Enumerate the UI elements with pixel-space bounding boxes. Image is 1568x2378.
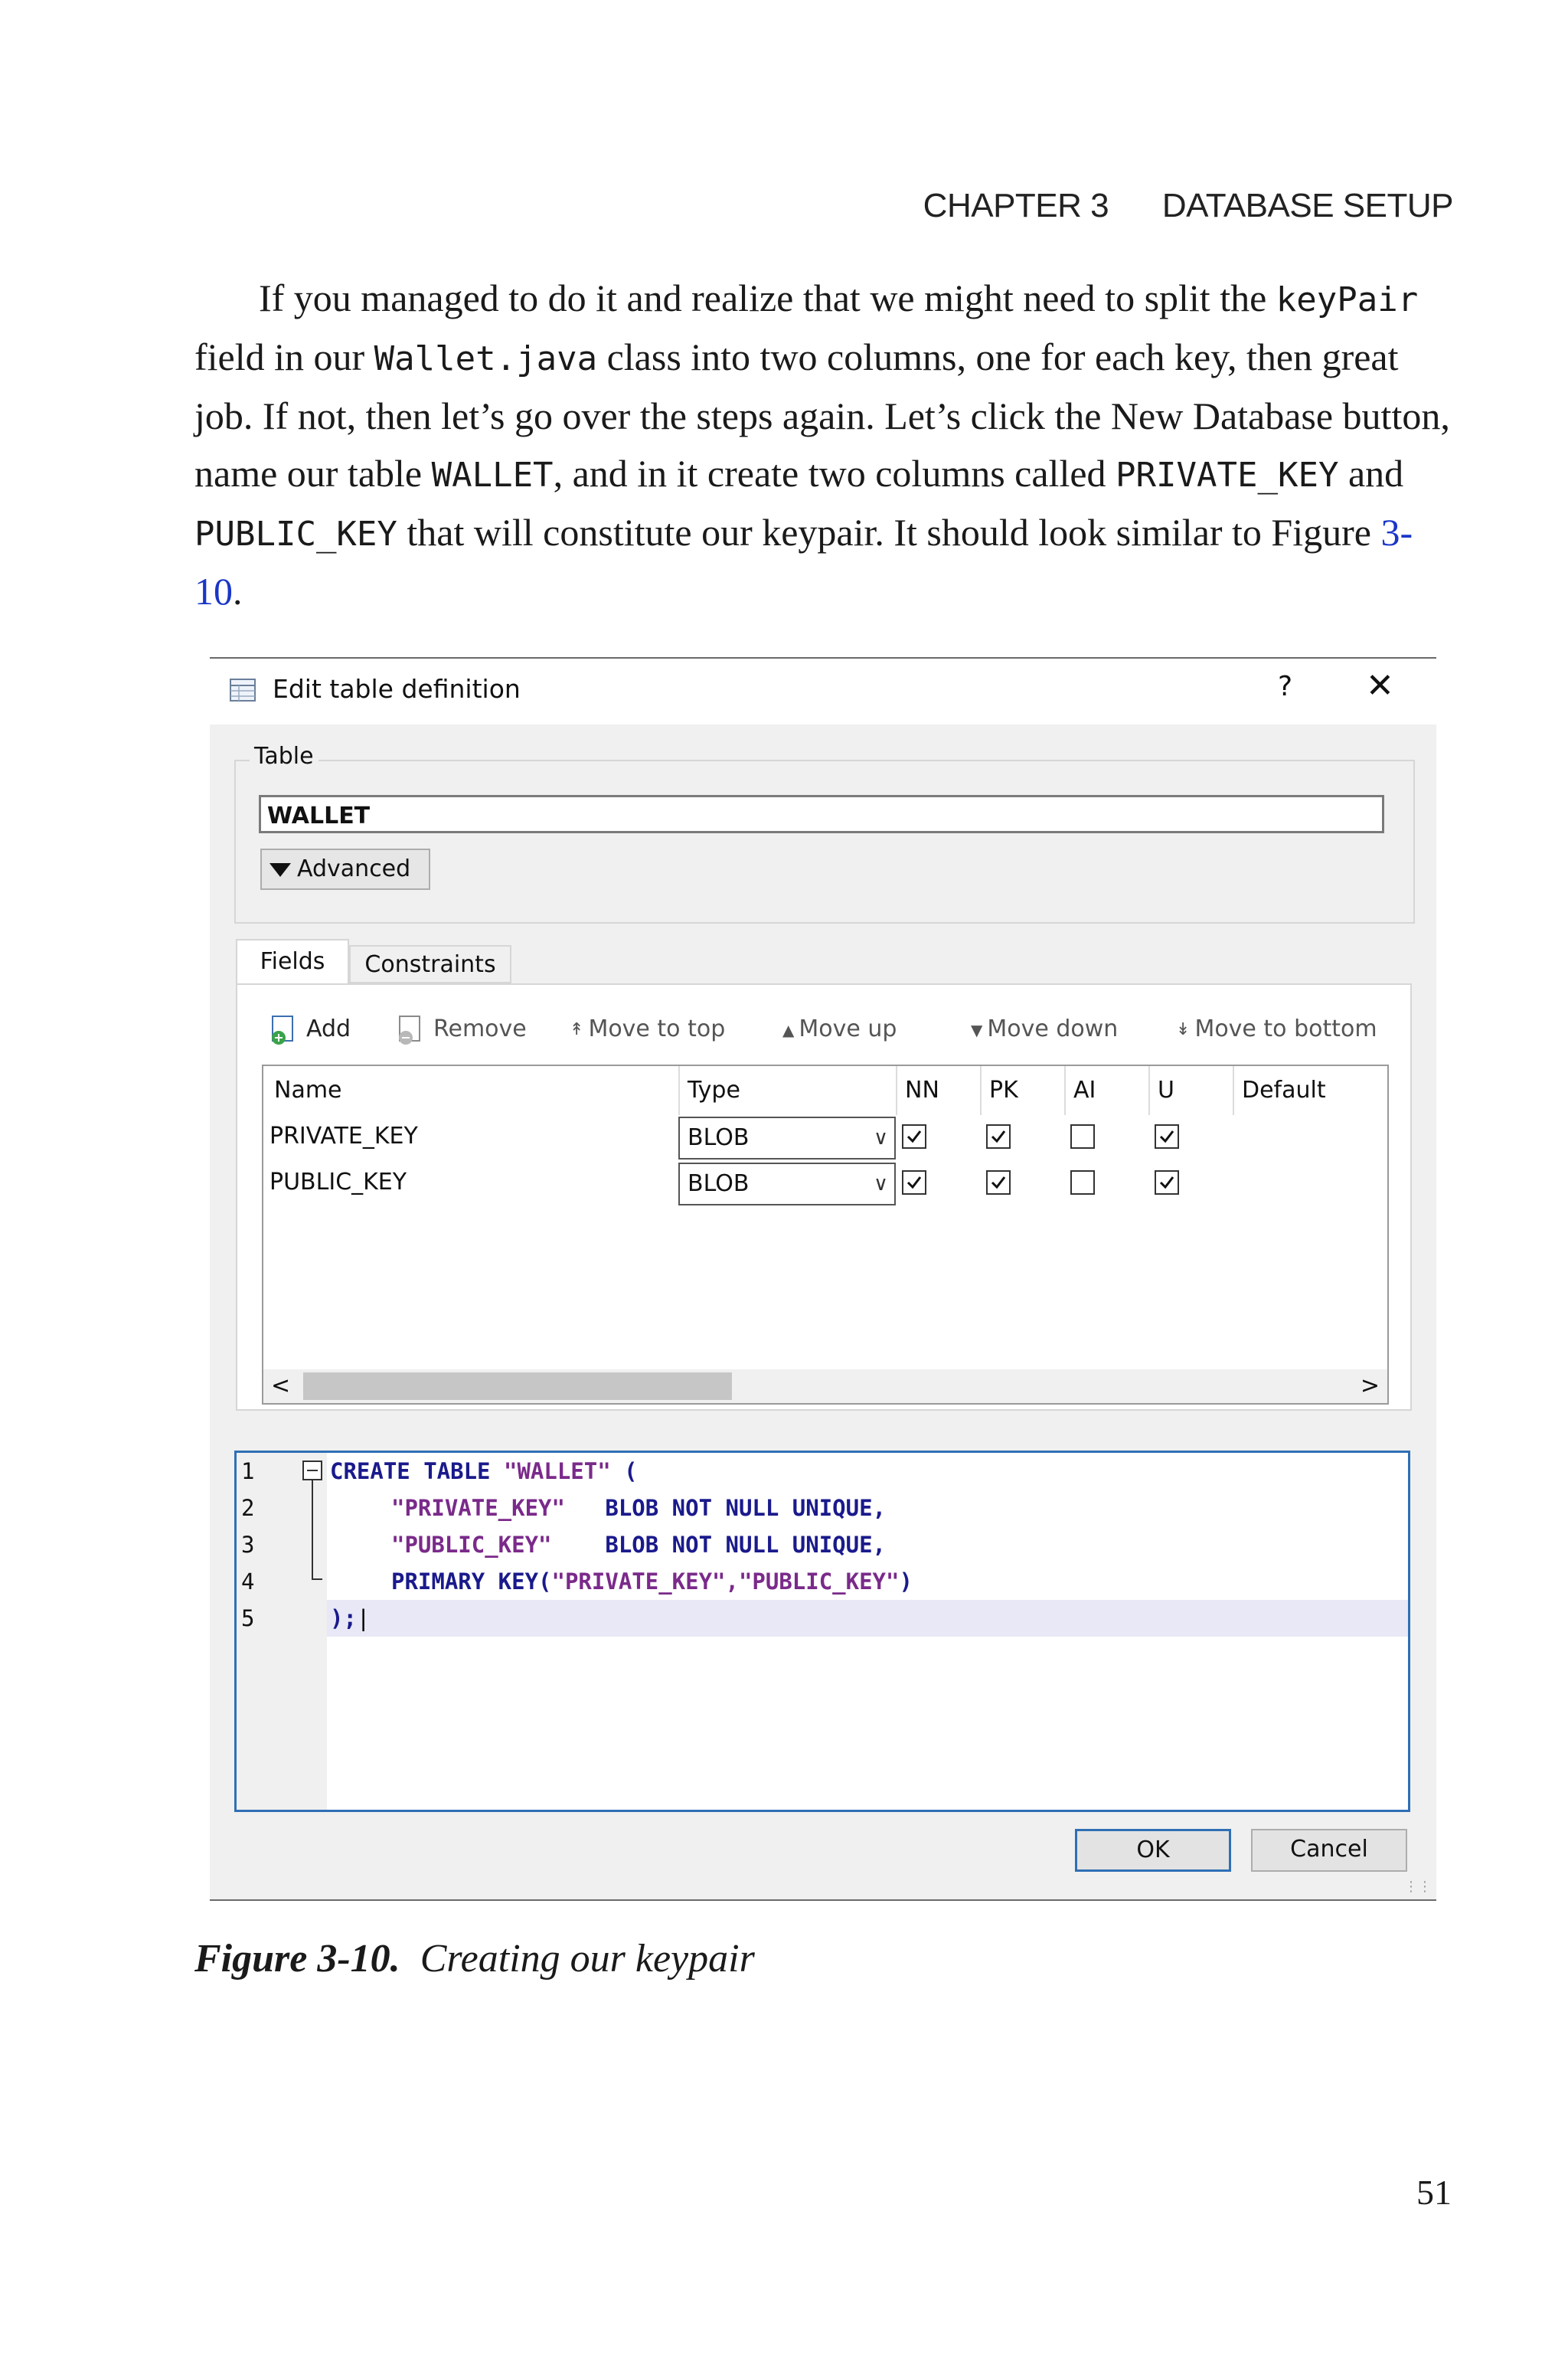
horizontal-scrollbar[interactable] — [263, 1369, 1387, 1403]
sql-string: "PUBLIC_KEY" — [391, 1532, 552, 1558]
text-run: and — [1338, 452, 1404, 495]
ok-button[interactable]: OK — [1075, 1829, 1231, 1872]
text-cursor: | — [356, 1605, 371, 1631]
scroll-left-icon[interactable]: < — [271, 1372, 291, 1399]
field-name[interactable]: PRIVATE_KEY — [270, 1123, 418, 1150]
checkmark-icon — [989, 1173, 1008, 1192]
advanced-label: Advanced — [297, 855, 411, 882]
checkmark-icon — [1158, 1127, 1176, 1146]
text-run: field in our — [194, 335, 374, 378]
text-run: , and in it create two columns called — [553, 452, 1116, 495]
edit-table-dialog — [210, 657, 1436, 1901]
remove-field-button[interactable] — [395, 1008, 527, 1051]
column-header-nn[interactable]: NN — [896, 1066, 980, 1115]
line-number: 3 — [241, 1532, 255, 1558]
figure-title: Creating our keypair — [420, 1937, 755, 1981]
column-header-ai[interactable]: AI — [1064, 1066, 1148, 1115]
fold-end — [312, 1578, 322, 1580]
sql-string: "PRIVATE_KEY","PUBLIC_KEY" — [551, 1568, 900, 1595]
text-run: that will constitute our keypair. It should look similar to Figure — [397, 511, 1381, 554]
add-label: Add — [306, 1016, 351, 1042]
code-line-5 — [330, 1600, 370, 1637]
move-to-bottom-label: Move to bottom — [1194, 1016, 1377, 1042]
page-number: 51 — [1416, 2173, 1452, 2212]
type-value: BLOB — [688, 1170, 750, 1197]
code-line-1 — [330, 1453, 638, 1490]
figure-link[interactable]: 3-10 — [194, 511, 1413, 613]
nn-checkbox[interactable] — [902, 1124, 926, 1149]
u-checkbox[interactable] — [1155, 1170, 1179, 1195]
figure-label: Figure 3-10. — [194, 1937, 400, 1981]
nn-checkbox[interactable] — [902, 1170, 926, 1195]
table-group-label: Table — [250, 743, 318, 770]
code-keypair: keyPair — [1276, 280, 1419, 319]
checkmark-icon — [989, 1127, 1008, 1146]
fold-line — [312, 1480, 313, 1580]
sql-string: "WALLET" — [503, 1458, 611, 1484]
pk-checkbox[interactable] — [986, 1170, 1011, 1195]
chevron-down-icon: ∨ — [873, 1127, 888, 1150]
sql-string: "PRIVATE_KEY" — [391, 1495, 565, 1521]
remove-label: Remove — [433, 1016, 527, 1042]
fields-panel — [236, 983, 1412, 1411]
scroll-thumb[interactable] — [303, 1372, 732, 1400]
sql-keyword: CREATE TABLE — [330, 1458, 491, 1484]
add-field-icon — [268, 1013, 302, 1047]
advanced-button[interactable] — [260, 849, 430, 890]
code-wallet: WALLET — [431, 456, 554, 495]
text-run: If you managed to do it and realize that we might need to split the — [259, 276, 1276, 319]
move-up-button[interactable] — [782, 1008, 897, 1051]
cancel-button[interactable]: Cancel — [1251, 1829, 1407, 1872]
section-label: DATABASE SETUP — [1161, 187, 1453, 224]
move-up-label: Move up — [799, 1016, 897, 1042]
sql-paren: ( — [624, 1458, 638, 1484]
ai-checkbox[interactable] — [1070, 1170, 1095, 1195]
sql-terminator: ); — [330, 1605, 357, 1631]
checkmark-icon — [905, 1127, 923, 1146]
text-run: . — [233, 570, 243, 613]
type-select[interactable] — [678, 1163, 896, 1205]
code-public-key: PUBLIC_KEY — [194, 515, 397, 554]
tab-fields[interactable]: Fields — [236, 939, 349, 985]
code-private-key: PRIVATE_KEY — [1116, 456, 1339, 495]
line-number: 5 — [241, 1605, 255, 1631]
sql-keyword: PRIMARY KEY( — [391, 1568, 552, 1595]
chevron-down-icon: ∨ — [873, 1173, 888, 1196]
fields-grid — [262, 1065, 1389, 1405]
move-to-top-icon: ↟ — [570, 1019, 584, 1039]
pk-checkbox[interactable] — [986, 1124, 1011, 1149]
move-to-bottom-button[interactable] — [1176, 1008, 1377, 1051]
column-header-pk[interactable]: PK — [980, 1066, 1064, 1115]
table-icon — [230, 677, 256, 703]
add-field-button[interactable] — [268, 1008, 351, 1051]
column-header-u[interactable]: U — [1148, 1066, 1233, 1115]
table-row[interactable] — [263, 1115, 1387, 1158]
scroll-right-icon[interactable]: > — [1360, 1372, 1380, 1399]
u-checkbox[interactable] — [1155, 1124, 1179, 1149]
type-value: BLOB — [688, 1124, 750, 1151]
dialog-title: Edit table definition — [273, 674, 521, 704]
column-header-default[interactable]: Default — [1233, 1066, 1387, 1115]
move-down-icon: ▼ — [971, 1020, 983, 1039]
code-wallet-java: Wallet.java — [374, 339, 598, 378]
line-number: 2 — [241, 1495, 255, 1521]
type-select[interactable] — [678, 1117, 896, 1160]
code-line-4 — [391, 1563, 913, 1600]
fields-toolbar — [268, 1008, 1386, 1051]
code-line-2 — [391, 1490, 886, 1526]
table-row[interactable] — [263, 1161, 1387, 1204]
resize-grip-icon[interactable]: ⋮⋮ — [1404, 1879, 1432, 1895]
code-line-3 — [391, 1526, 886, 1563]
sql-editor[interactable] — [234, 1451, 1410, 1812]
line-number-gutter — [237, 1453, 327, 1810]
checkmark-icon — [905, 1173, 923, 1192]
remove-field-icon — [395, 1013, 429, 1047]
triangle-down-icon — [270, 863, 291, 877]
sql-paren: ) — [899, 1568, 913, 1595]
body-paragraph — [194, 270, 1458, 620]
help-button[interactable]: ? — [1278, 671, 1293, 702]
running-header — [923, 187, 1453, 225]
chapter-label: CHAPTER 3 — [923, 187, 1109, 224]
current-line-highlight — [327, 1600, 1408, 1637]
line-number: 4 — [241, 1568, 255, 1595]
table-group — [234, 743, 1415, 924]
close-button[interactable]: ✕ — [1366, 666, 1394, 705]
column-header-name[interactable]: Name — [274, 1077, 342, 1104]
column-header-type[interactable]: Type — [678, 1066, 896, 1115]
move-up-icon: ▲ — [782, 1020, 795, 1039]
ai-checkbox[interactable] — [1070, 1124, 1095, 1149]
sql-keyword: BLOB NOT NULL UNIQUE, — [605, 1532, 887, 1558]
title-bar — [210, 659, 1436, 725]
line-number: 1 — [241, 1458, 255, 1484]
move-down-label: Move down — [987, 1016, 1119, 1042]
fold-toggle-icon[interactable] — [302, 1460, 322, 1480]
move-to-top-button[interactable] — [570, 1008, 725, 1051]
checkmark-icon — [1158, 1173, 1176, 1192]
sql-keyword: BLOB NOT NULL UNIQUE, — [605, 1495, 887, 1521]
move-to-top-label: Move to top — [588, 1016, 726, 1042]
text-run: class into two columns, one for each key, then great job. If not, then let’s go over the steps again. Let’s click the New Database button, name our table — [194, 335, 1450, 495]
move-to-bottom-icon: ↡ — [1176, 1019, 1191, 1039]
figure-caption — [194, 1936, 755, 1981]
move-down-button[interactable] — [971, 1008, 1118, 1051]
table-name-input[interactable]: WALLET — [259, 795, 1384, 833]
tab-constraints[interactable]: Constraints — [349, 945, 511, 983]
field-name[interactable]: PUBLIC_KEY — [270, 1169, 407, 1196]
